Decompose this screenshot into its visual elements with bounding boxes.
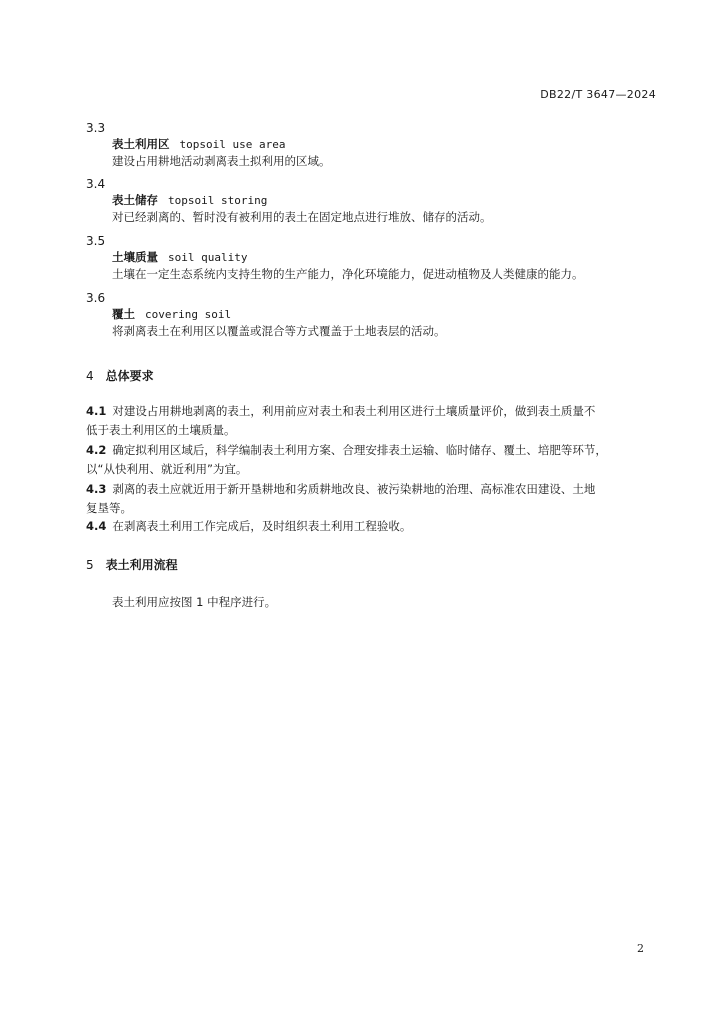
- requirement-text: 确定拟利用区域后，科学编制表土利用方案、合理安排表土运输、临时储存、覆土、培肥等环节，: [112, 443, 607, 457]
- term-title: [112, 306, 666, 323]
- term-title: [112, 249, 666, 266]
- term-cn: 覆土: [112, 307, 135, 321]
- term-number: 3.3: [86, 121, 106, 135]
- term-entry: [86, 233, 666, 284]
- term-entry: [86, 176, 666, 227]
- section-number: 4: [86, 369, 94, 383]
- term-definition: 土壤在一定生态系统内支持生物的生产能力，净化环境能力，促进动植物及人类健康的能力。: [112, 267, 584, 281]
- section-title: 表土利用流程: [105, 558, 178, 572]
- requirement-number: 4.1: [86, 404, 107, 418]
- term-entry: [86, 120, 666, 171]
- requirement-text-cont: 以“从快利用、就近利用”为宜。: [86, 462, 248, 476]
- page-number: 2: [637, 942, 644, 955]
- requirement-text-cont: 低于表土利用区的土壤质量。: [86, 423, 236, 437]
- term-cn: 表土储存: [112, 193, 158, 207]
- term-en: covering soil: [145, 308, 232, 321]
- term-definition: 将剥离表土在利用区以覆盖或混合等方式覆盖于土地表层的活动。: [112, 324, 446, 338]
- term-number: 3.6: [86, 291, 106, 305]
- requirement-item: [86, 402, 666, 440]
- requirement-text: 在剥离表土利用工作完成后，及时组织表土利用工程验收。: [112, 519, 412, 533]
- term-en: soil quality: [168, 251, 248, 264]
- requirement-number: 4.3: [86, 482, 107, 496]
- requirement-number: 4.2: [86, 443, 107, 457]
- requirement-text-cont: 复垦等。: [86, 501, 132, 515]
- requirement-item: [86, 517, 666, 536]
- term-en: topsoil use area: [179, 138, 286, 151]
- section-heading: [86, 367, 154, 384]
- term-entry: [86, 290, 666, 341]
- term-title: [112, 136, 666, 153]
- requirement-number: 4.4: [86, 519, 107, 533]
- term-en: topsoil storing: [168, 194, 268, 207]
- requirement-text: 对建设占用耕地剥离的表土，利用前应对表土和表土利用区进行土壤质量评价，做到表土质量不: [112, 404, 596, 418]
- term-number: 3.5: [86, 234, 106, 248]
- section-heading: [86, 556, 178, 573]
- requirement-item: [86, 441, 666, 479]
- term-definition: 建设占用耕地活动剥离表土拟利用的区域。: [112, 154, 331, 168]
- section-body-text: 表土利用应按图 1 中程序进行。: [112, 595, 277, 609]
- term-cn: 表土利用区: [112, 137, 170, 151]
- term-cn: 土壤质量: [112, 250, 158, 264]
- requirement-item: [86, 480, 666, 518]
- standard-code: DB22/T 3647—2024: [540, 88, 656, 101]
- term-title: [112, 192, 666, 209]
- term-definition: 对已经剥离的、暂时没有被利用的表土在固定地点进行堆放、储存的活动。: [112, 210, 492, 224]
- term-number: 3.4: [86, 177, 106, 191]
- requirement-text: 剥离的表土应就近用于新开垦耕地和劣质耕地改良、被污染耕地的治理、高标准农田建设、土地: [112, 482, 596, 496]
- section-title: 总体要求: [105, 369, 154, 383]
- section-number: 5: [86, 558, 94, 572]
